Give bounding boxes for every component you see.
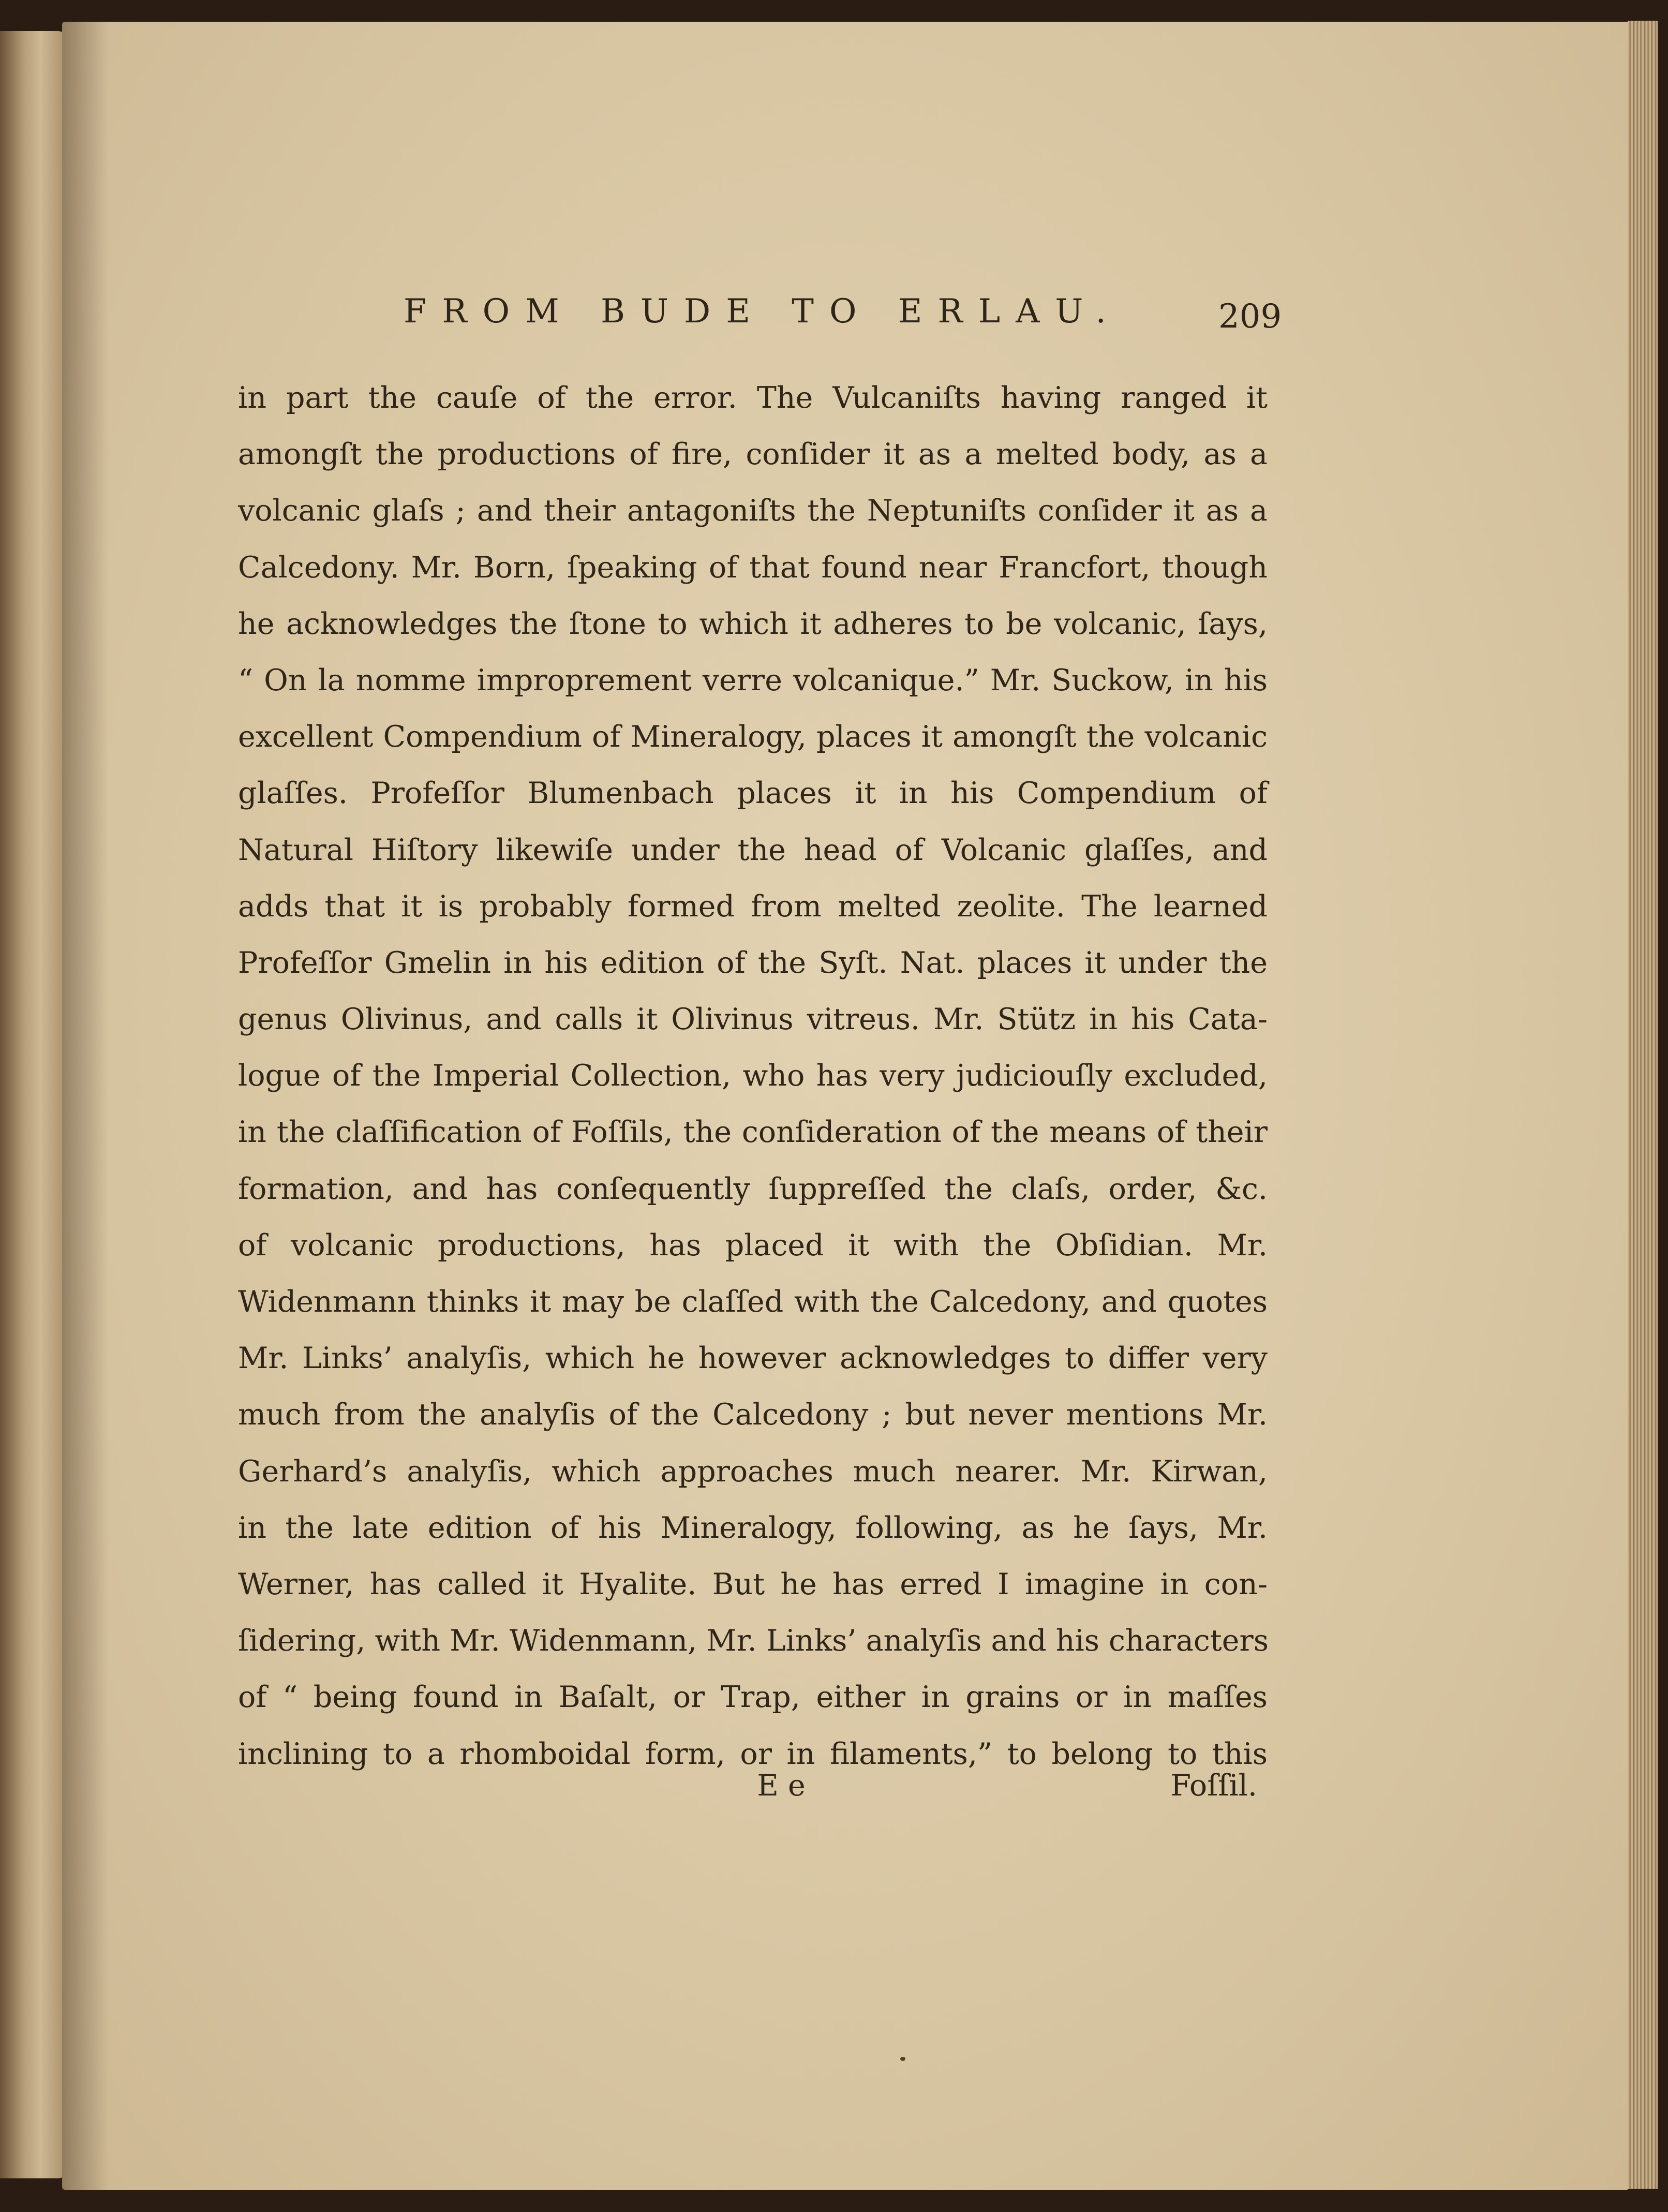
text-line: excellent Compendium of Mineralogy, places it amongſt the volcanic <box>238 720 1268 754</box>
catchword: Foſſil. <box>1170 1769 1257 1803</box>
text-line: Widenmann thinks it may be claſſed with the Calcedony, and quotes <box>238 1285 1268 1319</box>
body-text <box>238 370 1268 1783</box>
text-line: adds that it is probably formed from melted zeolite. The learned <box>238 889 1268 924</box>
text-line: in the claſſification of Foſſils, the conſideration of the means of their <box>238 1115 1268 1150</box>
ink-speck <box>900 2057 905 2061</box>
book-binding <box>0 31 67 2178</box>
gutter-shadow <box>62 22 109 2190</box>
text-line: glaſſes. Profeſſor Blumenbach places it in his Compendium of <box>238 776 1268 811</box>
text-line: Profeſſor Gmelin in his edition of the Syſt. Nat. places it under the <box>238 945 1268 980</box>
text-line: genus Olivinus, and calls it Olivinus vitreus. Mr. Stütz in his Cata- <box>238 1002 1268 1037</box>
text-line: Werner, has called it Hyalite. But he has erred I imagine in con- <box>238 1567 1268 1601</box>
text-line: Mr. Links’ analyſis, which he however acknowledges to differ very <box>238 1341 1268 1376</box>
text-line: he acknowledges the ſtone to which it adheres to be volcanic, ſays, <box>238 606 1268 641</box>
text-line: volcanic glaſs ; and their antagoniſts the Neptuniſts conſider it as a <box>238 494 1268 528</box>
text-line: much from the analyſis of the Calcedony ; but never mentions Mr. <box>238 1398 1268 1432</box>
page-edges <box>1628 21 1658 2189</box>
text-line: Natural Hiſtory likewiſe under the head of Volcanic glaſſes, and <box>238 833 1268 867</box>
page-number: 209 <box>1218 298 1282 336</box>
text-line: in the late edition of his Mineralogy, following, as he ſays, Mr. <box>238 1510 1268 1545</box>
text-line: logue of the Imperial Collection, who has very judiciouſly excluded, <box>238 1059 1268 1093</box>
text-line: inclining to a rhomboidal form, or in filaments,” to belong to this <box>238 1736 1268 1771</box>
text-line: “ On la nomme improprement verre volcanique.” Mr. Suckow, in his <box>238 663 1268 697</box>
text-line: in part the cauſe of the error. The Vulcaniſts having ranged it <box>238 381 1268 415</box>
signature-mark: E e <box>757 1769 806 1803</box>
catchline <box>238 1769 1268 1815</box>
text-line: of “ being found in Baſalt, or Trap, either in grains or in maſſes <box>238 1680 1268 1715</box>
text-line: Calcedony. Mr. Born, ſpeaking of that found near Francfort, though <box>238 550 1268 585</box>
text-line: Gerhard’s analyſis, which approaches much nearer. Mr. Kirwan, <box>238 1454 1268 1489</box>
text-line: of volcanic productions, has placed it with the Obſidian. Mr. <box>238 1228 1268 1263</box>
text-line: ſidering, with Mr. Widenmann, Mr. Links’ analyſis and his characters <box>238 1624 1269 1658</box>
text-line: formation, and has conſequently ſuppreſſed the claſs, order, &c. <box>238 1171 1268 1206</box>
text-line: amongſt the productions of fire, conſider it as a melted body, as a <box>238 437 1268 472</box>
running-head: FROM BUDE TO ERLAU. <box>404 292 1122 331</box>
